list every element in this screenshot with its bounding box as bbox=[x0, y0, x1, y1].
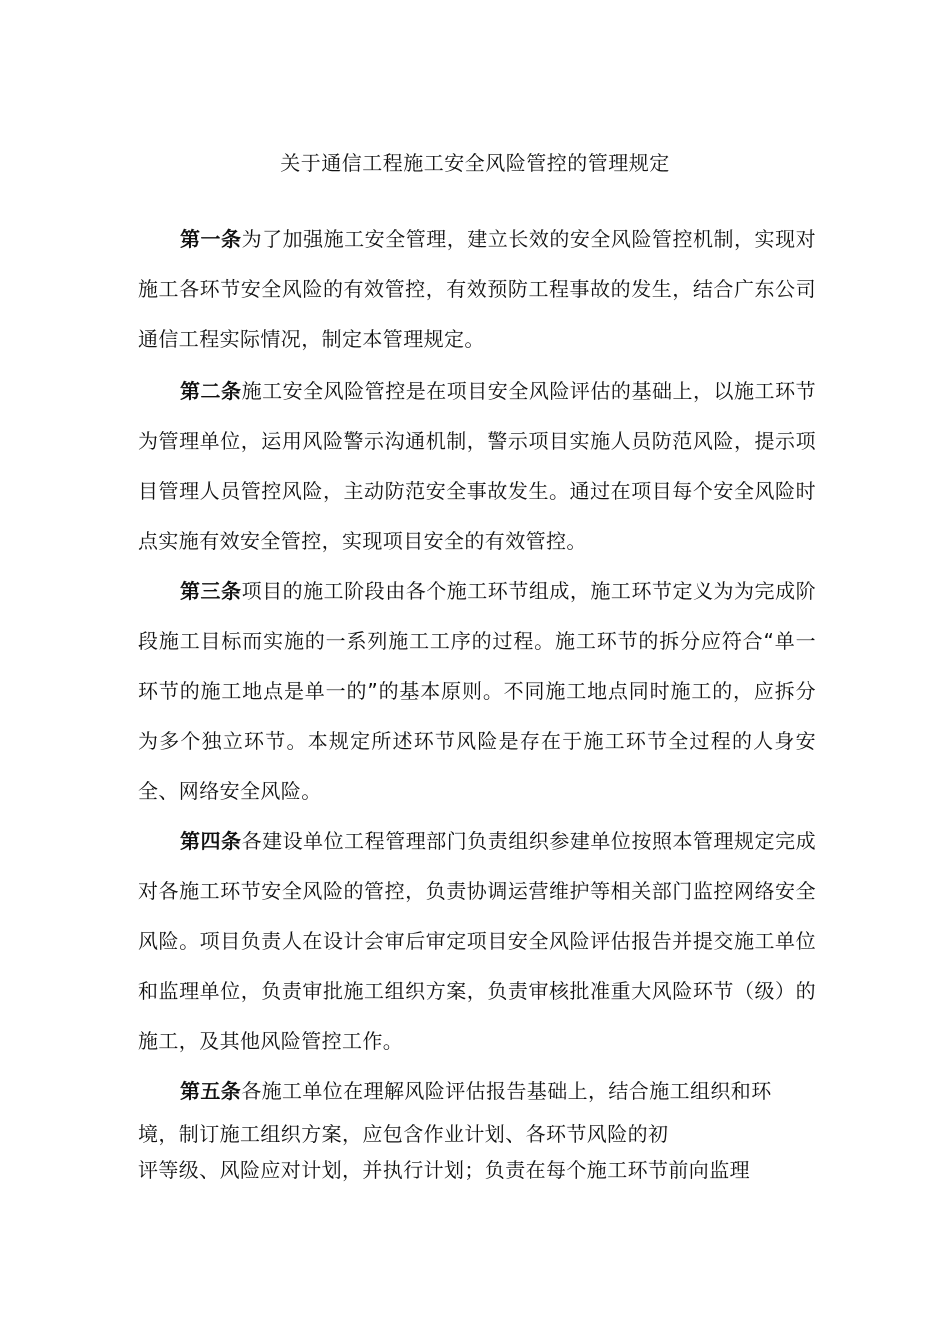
article-text-line-1: 各施工单位在理解风险评估报告基础上，结合施工组织和环 bbox=[241, 1079, 772, 1103]
article-3 bbox=[138, 566, 816, 816]
article-2 bbox=[138, 366, 816, 566]
article-5 bbox=[138, 1066, 816, 1188]
article-text: 为了加强施工安全管理，建立长效的安全风险管控机制，实现对施工各环节安全风险的有效管控，有效预防工程事故的发生，结合广东公司通信工程实际情况，制定本管理规定。 bbox=[138, 227, 816, 351]
article-text: 各建设单位工程管理部门负责组织参建单位按照本管理规定完成对各施工环节安全风险的管控，负责协调运营维护等相关部门监控网络安全风险。项目负责人在设计会审后审定项目安全风险评估报告并提交施工单位和监理单位，负责审批施工组织方案，负责审核批准重大风险环节（级）的施工，及其他风险管控工作。 bbox=[138, 829, 816, 1053]
article-label: 第三条 bbox=[180, 579, 242, 603]
article-text: 施工安全风险管控是在项目安全风险评估的基础上，以施工环节为管理单位，运用风险警示沟通机制，警示项目实施人员防范风险，提示项目管理人员管控风险，主动防范安全事故发生。通过在项目每个安全风险时点实施有效安全管控，实现项目安全的有效管控。 bbox=[138, 379, 816, 553]
article-1 bbox=[138, 214, 816, 364]
article-label: 第二条 bbox=[180, 379, 242, 403]
article-text-line-2: 境，制订施工组织方案，应包含作业计划、各环节风险的初 bbox=[138, 1122, 669, 1146]
document-title: 关于通信工程施工安全风险管控的管理规定 bbox=[280, 151, 670, 175]
article-text-line-3: 评等级、风险应对计划，并执行计划；负责在每个施工环节前向监理 bbox=[138, 1158, 750, 1182]
article-text: 项目的施工阶段由各个施工环节组成，施工环节定义为为完成阶段施工目标而实施的一系列施工工序的过程。施工环节的拆分应符合“单一环节的施工地点是单一的”的基本原则。不同施工地点同时施工的，应拆分为多个独立环节。本规定所述环节风险是存在于施工环节全过程的人身安全、网络安全风险。 bbox=[138, 579, 816, 803]
article-4 bbox=[138, 816, 816, 1066]
article-label: 第四条 bbox=[180, 829, 242, 853]
article-label: 第五条 bbox=[180, 1079, 242, 1103]
article-label: 第一条 bbox=[180, 227, 242, 251]
